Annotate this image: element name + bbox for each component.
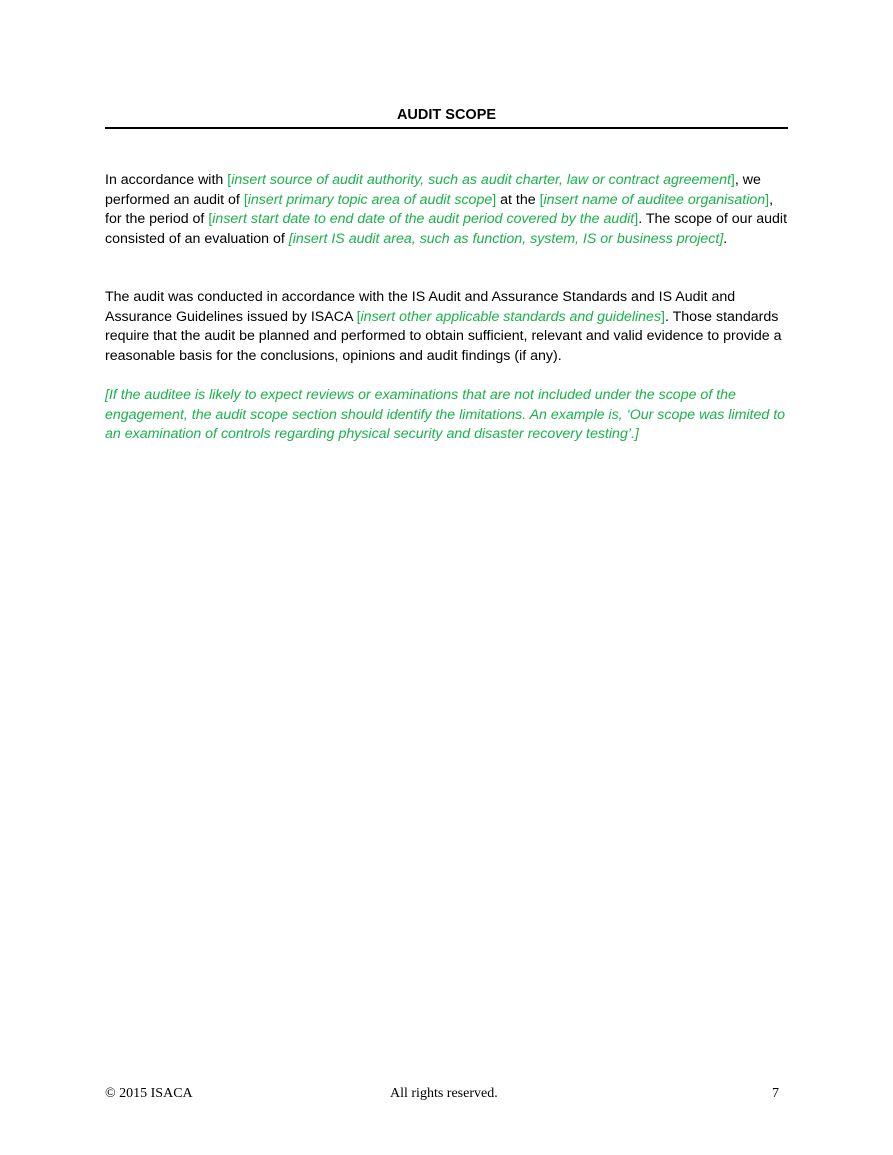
paragraph-audit-standards bbox=[105, 288, 788, 366]
section-heading: AUDIT SCOPE bbox=[396, 107, 497, 123]
text-run: In accordance with bbox=[105, 172, 228, 188]
footer-page-number: 7 bbox=[772, 1086, 779, 1101]
text-run: , we performed an audit of bbox=[105, 172, 761, 208]
bracket: ] bbox=[634, 211, 639, 227]
placeholder-other-standards: insert other applicable standards and guidelines bbox=[360, 308, 662, 325]
paragraph-audit-authority bbox=[105, 171, 788, 249]
paragraph-scope-limitations-guidance: [If the auditee is likely to expect reviews or examinations that are not included under the scope of the engagement, the audit scope section should identify the limitations. An example is, ‘Our scope was limited to an examination of controls regarding physical security and disaster recovery testing’.] bbox=[105, 387, 786, 442]
text-run: The audit was conducted in accordance with the IS Audit and Assurance Standards and IS Audit and Assurance Guidelines issued by ISACA bbox=[105, 289, 736, 325]
footer-copyright: © 2015 ISACA bbox=[105, 1086, 193, 1101]
footer-rights: All rights reserved. bbox=[390, 1086, 498, 1101]
heading-underline-rule bbox=[105, 127, 788, 129]
placeholder-is-audit-area: [insert IS audit area, such as function, system, IS or business project] bbox=[288, 230, 724, 247]
placeholder-topic-area: insert primary topic area of audit scope bbox=[247, 191, 493, 208]
text-run: . Those standards require that the audit be planned and performed to obtain sufficient, relevant and valid evidence to provide a reasonable basis for the conclusions, opinions and audit findings (if any). bbox=[105, 308, 782, 364]
bracket: [ bbox=[208, 211, 213, 227]
text-run: . bbox=[723, 230, 728, 247]
bracket: ] bbox=[765, 191, 770, 208]
bracket: [ bbox=[243, 191, 248, 208]
text-run: , for the period of bbox=[105, 191, 774, 227]
text-run: . The scope of our audit consisted of an evaluation of bbox=[105, 211, 788, 247]
bracket: ] bbox=[730, 172, 735, 188]
text-run: at the bbox=[496, 191, 540, 208]
bracket: [ bbox=[356, 308, 361, 325]
bracket: ] bbox=[661, 308, 665, 325]
placeholder-auditee-name: insert name of auditee organisation bbox=[543, 191, 766, 208]
bracket: [ bbox=[227, 172, 232, 188]
bracket: [ bbox=[539, 191, 544, 208]
bracket: ] bbox=[492, 191, 497, 208]
placeholder-audit-period: insert start date to end date of the audit period covered by the audit bbox=[212, 211, 635, 227]
placeholder-audit-authority: insert source of audit authority, such as audit charter, law or contract agreement bbox=[231, 172, 731, 188]
